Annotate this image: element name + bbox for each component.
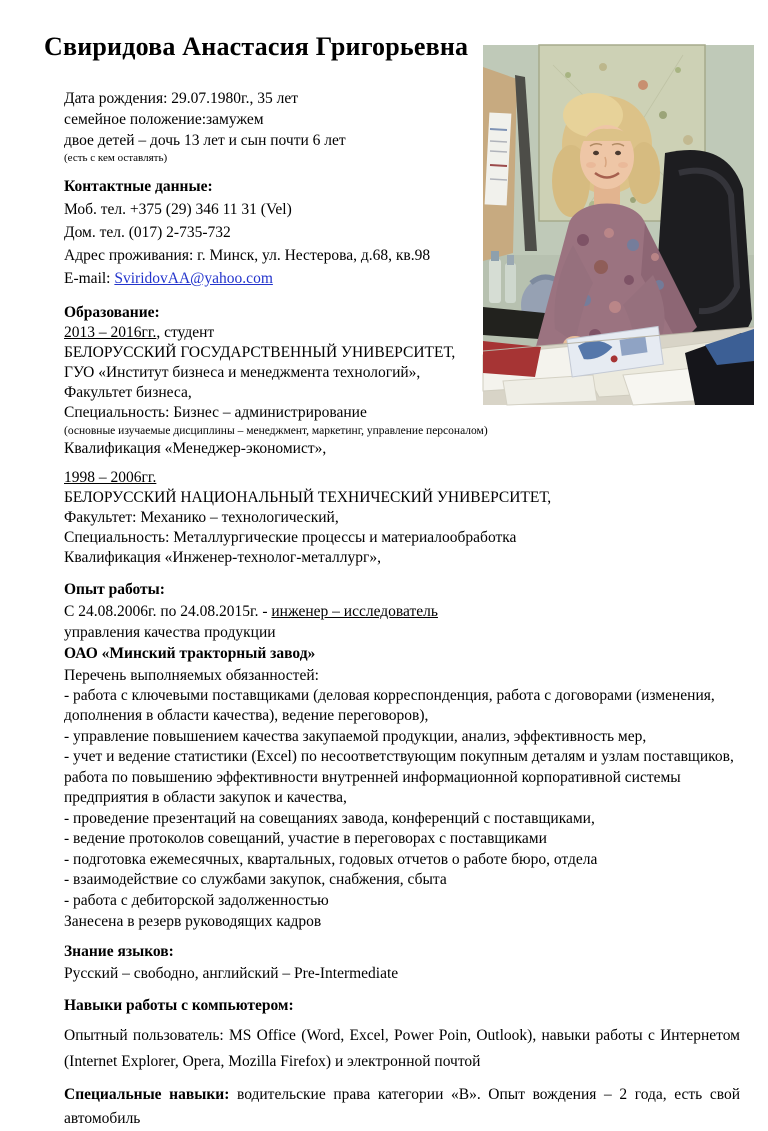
special-skills-section xyxy=(64,1083,740,1131)
children-note: (есть с кем оставлять) xyxy=(64,151,168,164)
education-heading: Образование: xyxy=(64,303,160,321)
birth-date-line: Дата рождения: 29.07.1980г., 35 лет xyxy=(64,89,299,107)
contacts-heading: Контактные данные: xyxy=(64,177,213,195)
experience-heading: Опыт работы: xyxy=(64,580,165,598)
duty-item: - взаимодействие со службами закупок, снабжения, сбыта xyxy=(64,871,447,889)
experience-position: инженер – исследователь xyxy=(271,602,438,620)
address-line: Адрес проживания: г. Минск, ул. Нестерова, д.68, кв.98 xyxy=(64,246,431,264)
special-skills-text: водительские права категории «В». Опыт вождения – 2 года, есть свой автомобиль xyxy=(64,1086,740,1128)
education-period-dates: 1998 – 2006гг. xyxy=(64,468,157,486)
duty-item: - проведение презентаций на совещаниях завода, конференций с поставщиками, xyxy=(64,809,595,827)
duties-list xyxy=(64,686,740,912)
experience-company: ОАО «Минский тракторный завод» xyxy=(64,644,316,662)
special-skills-heading: Специальные навыки: xyxy=(64,1086,230,1104)
education-university: БЕЛОРУССКИЙ НАЦИОНАЛЬНЫЙ ТЕХНИЧЕСКИЙ УНИВЕРСИТЕТ, xyxy=(64,488,552,506)
mobile-phone-line: Моб. тел. +375 (29) 346 11 31 (Vel) xyxy=(64,200,292,218)
duty-item: - ведение протоколов совещаний, участие в переговорах с поставщиками xyxy=(64,830,547,848)
experience-period: С 24.08.2006г. по 24.08.2015г. - xyxy=(64,602,272,620)
education-qualification: Квалификация «Инженер-технолог-металлург», xyxy=(64,548,381,566)
duty-item: - учет и ведение статистики (Excel) по несоответствующим покупным деталям и узлам поставщиков, работа по повышению эффективности внутренней информационной корпоративной системы предприятия в области закупок и качества, xyxy=(64,748,734,807)
computer-skills-section xyxy=(64,995,740,1075)
education-period-suffix: , студент xyxy=(156,323,215,341)
portrait-photo-illustration xyxy=(483,45,754,405)
education-qualification: Квалификация «Менеджер-экономист», xyxy=(64,439,327,457)
education-speciality: Специальность: Металлургические процессы и материалообработка xyxy=(64,528,517,546)
education-university: БЕЛОРУССКИЙ ГОСУДАРСТВЕННЫЙ УНИВЕРСИТЕТ, xyxy=(64,343,456,361)
children-line: двое детей – дочь 13 лет и сын почти 6 лет xyxy=(64,131,346,149)
home-phone-line: Дом. тел. (017) 2-735-732 xyxy=(64,223,231,241)
computer-skills-heading: Навыки работы с компьютером: xyxy=(64,997,294,1015)
portrait-photo xyxy=(483,45,754,405)
education-faculty: Факультет: Механико – технологический, xyxy=(64,508,339,526)
reserve-note: Занесена в резерв руководящих кадров xyxy=(64,913,322,931)
experience-position-line2: управления качества продукции xyxy=(64,623,276,641)
duty-item: - работа с ключевыми поставщиками (деловая корреспонденция, работа с договорами (изменения, дополнения в области качества), ведение переговоров), xyxy=(64,686,715,725)
education-disciplines-note: (основные изучаемые дисциплины – менеджмент, маркетинг, управление персоналом) xyxy=(64,424,488,437)
duty-item: - управление повышением качества закупаемой продукции, анализ, эффективность мер, xyxy=(64,727,647,745)
languages-heading: Знание языков: xyxy=(64,943,174,961)
languages-section xyxy=(64,941,740,984)
education-institute: ГУО «Институт бизнеса и менеджмента технологий», xyxy=(64,363,421,381)
education-period xyxy=(64,468,740,488)
computer-skills-text: Опытный пользователь: MS Office (Word, Excel, Power Poin, Outlook), навыки работы с Интернетом (Internet Explorer, Opera, Mozilla Firefox) и электронной почтой xyxy=(64,1027,740,1071)
education-faculty: Факультет бизнеса, xyxy=(64,383,192,401)
duties-heading: Перечень выполняемых обязанностей: xyxy=(64,666,319,684)
education-period-dates: 2013 – 2016гг. xyxy=(64,323,157,341)
experience-period-line xyxy=(64,601,740,622)
education-speciality: Специальность: Бизнес – администрирование xyxy=(64,403,367,421)
languages-text: Русский – свободно, английский – Pre-Intermediate xyxy=(64,965,399,983)
marital-status-line: семейное положение:замужем xyxy=(64,110,264,128)
page-title: Свиридова Анастасия Григорьевна xyxy=(44,32,469,61)
email-label: E-mail: xyxy=(64,269,111,287)
duty-item: - работа с дебиторской задолженностью xyxy=(64,891,329,909)
duty-item: - подготовка ежемесячных, квартальных, годовых отчетов о работе бюро, отдела xyxy=(64,850,598,868)
email-link[interactable]: SviridovAA@yahoo.com xyxy=(114,269,273,287)
experience-section xyxy=(64,579,740,933)
education-entry-1998-2006 xyxy=(64,468,740,568)
resume-page xyxy=(0,32,768,1128)
